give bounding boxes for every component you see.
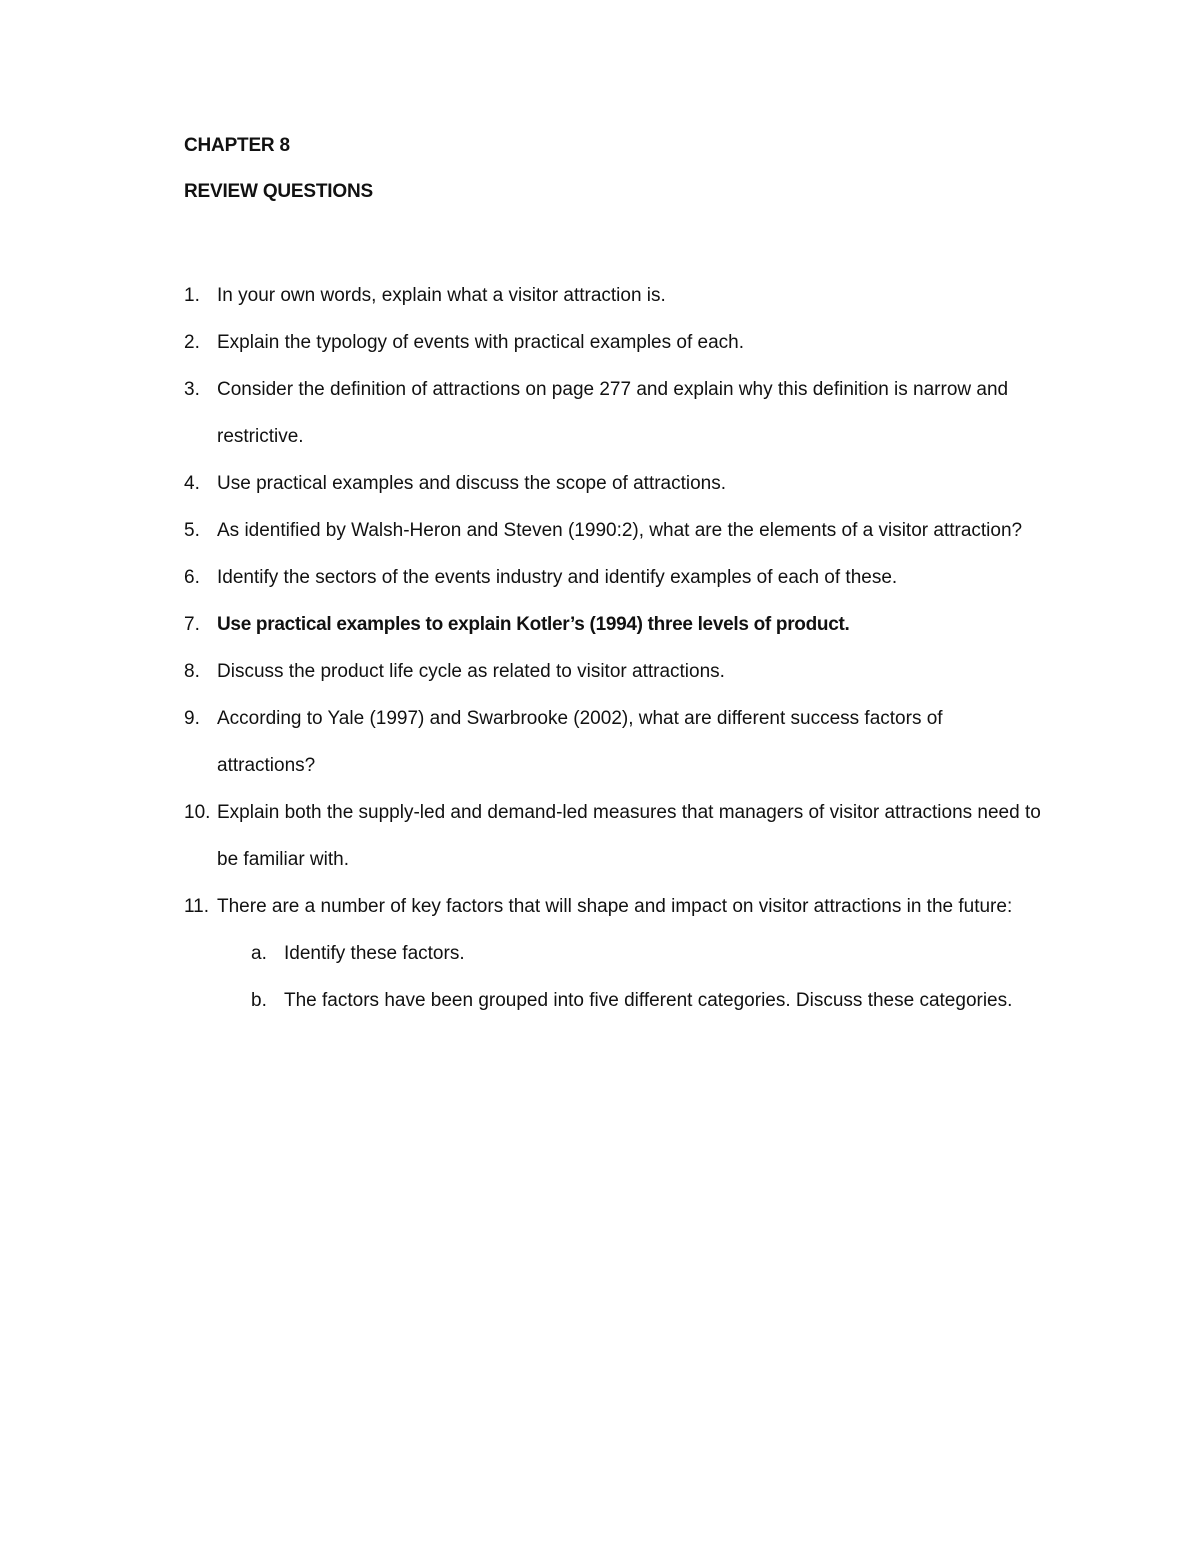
- question-item: [184, 460, 1044, 507]
- question-number: 8.: [184, 661, 200, 682]
- question-number: 4.: [184, 473, 200, 494]
- question-text: Use practical examples to explain Kotler’s (1994) three levels of product.: [217, 614, 850, 635]
- sub-question-text: The factors have been grouped into five different categories. Discuss these categories.: [284, 990, 1013, 1011]
- sub-question-text: Identify these factors.: [284, 943, 465, 964]
- question-number: 3.: [184, 379, 200, 400]
- question-item: [184, 319, 1044, 366]
- question-item-highlighted: [184, 601, 1044, 648]
- question-number: 1.: [184, 285, 200, 306]
- question-text: Discuss the product life cycle as related to visitor attractions.: [217, 661, 725, 682]
- question-number: 5.: [184, 520, 200, 541]
- question-text: In your own words, explain what a visitor attraction is.: [217, 285, 666, 306]
- sub-question-list: [251, 930, 1044, 1024]
- sub-question-item: [251, 930, 1044, 977]
- chapter-title: CHAPTER 8: [184, 135, 290, 156]
- sub-question-letter: b.: [251, 990, 267, 1011]
- question-number: 10.: [184, 802, 211, 823]
- question-text: Explain both the supply-led and demand-led measures that managers of visitor attractions need to be familiar with.: [217, 802, 1041, 870]
- question-item: [184, 272, 1044, 319]
- question-item: [184, 789, 1044, 883]
- question-number: 11.: [184, 896, 210, 917]
- question-item: [184, 366, 1044, 460]
- question-number: 7.: [184, 614, 200, 635]
- question-text: Consider the definition of attractions on page 277 and explain why this definition is narrow and restrictive.: [217, 379, 1009, 447]
- section-title: REVIEW QUESTIONS: [184, 181, 373, 202]
- question-text: Identify the sectors of the events industry and identify examples of each of these.: [217, 567, 898, 588]
- question-item: [184, 695, 1044, 789]
- question-text: According to Yale (1997) and Swarbrooke (2002), what are different success factors of attractions?: [217, 708, 943, 776]
- question-item: [184, 648, 1044, 695]
- question-text: Explain the typology of events with practical examples of each.: [217, 332, 745, 353]
- question-text: Use practical examples and discuss the scope of attractions.: [217, 473, 727, 494]
- question-number: 9.: [184, 708, 200, 729]
- review-questions-list: [184, 272, 1044, 1024]
- question-number: 6.: [184, 567, 200, 588]
- question-number: 2.: [184, 332, 200, 353]
- question-item: [184, 507, 1044, 554]
- sub-question-letter: a.: [251, 943, 267, 964]
- question-text: There are a number of key factors that will shape and impact on visitor attractions in the future:: [217, 896, 1013, 917]
- sub-question-item: [251, 977, 1044, 1024]
- question-item: [184, 554, 1044, 601]
- question-item: [184, 883, 1044, 1024]
- question-text: As identified by Walsh-Heron and Steven (1990:2), what are the elements of a visitor attraction?: [217, 520, 1023, 541]
